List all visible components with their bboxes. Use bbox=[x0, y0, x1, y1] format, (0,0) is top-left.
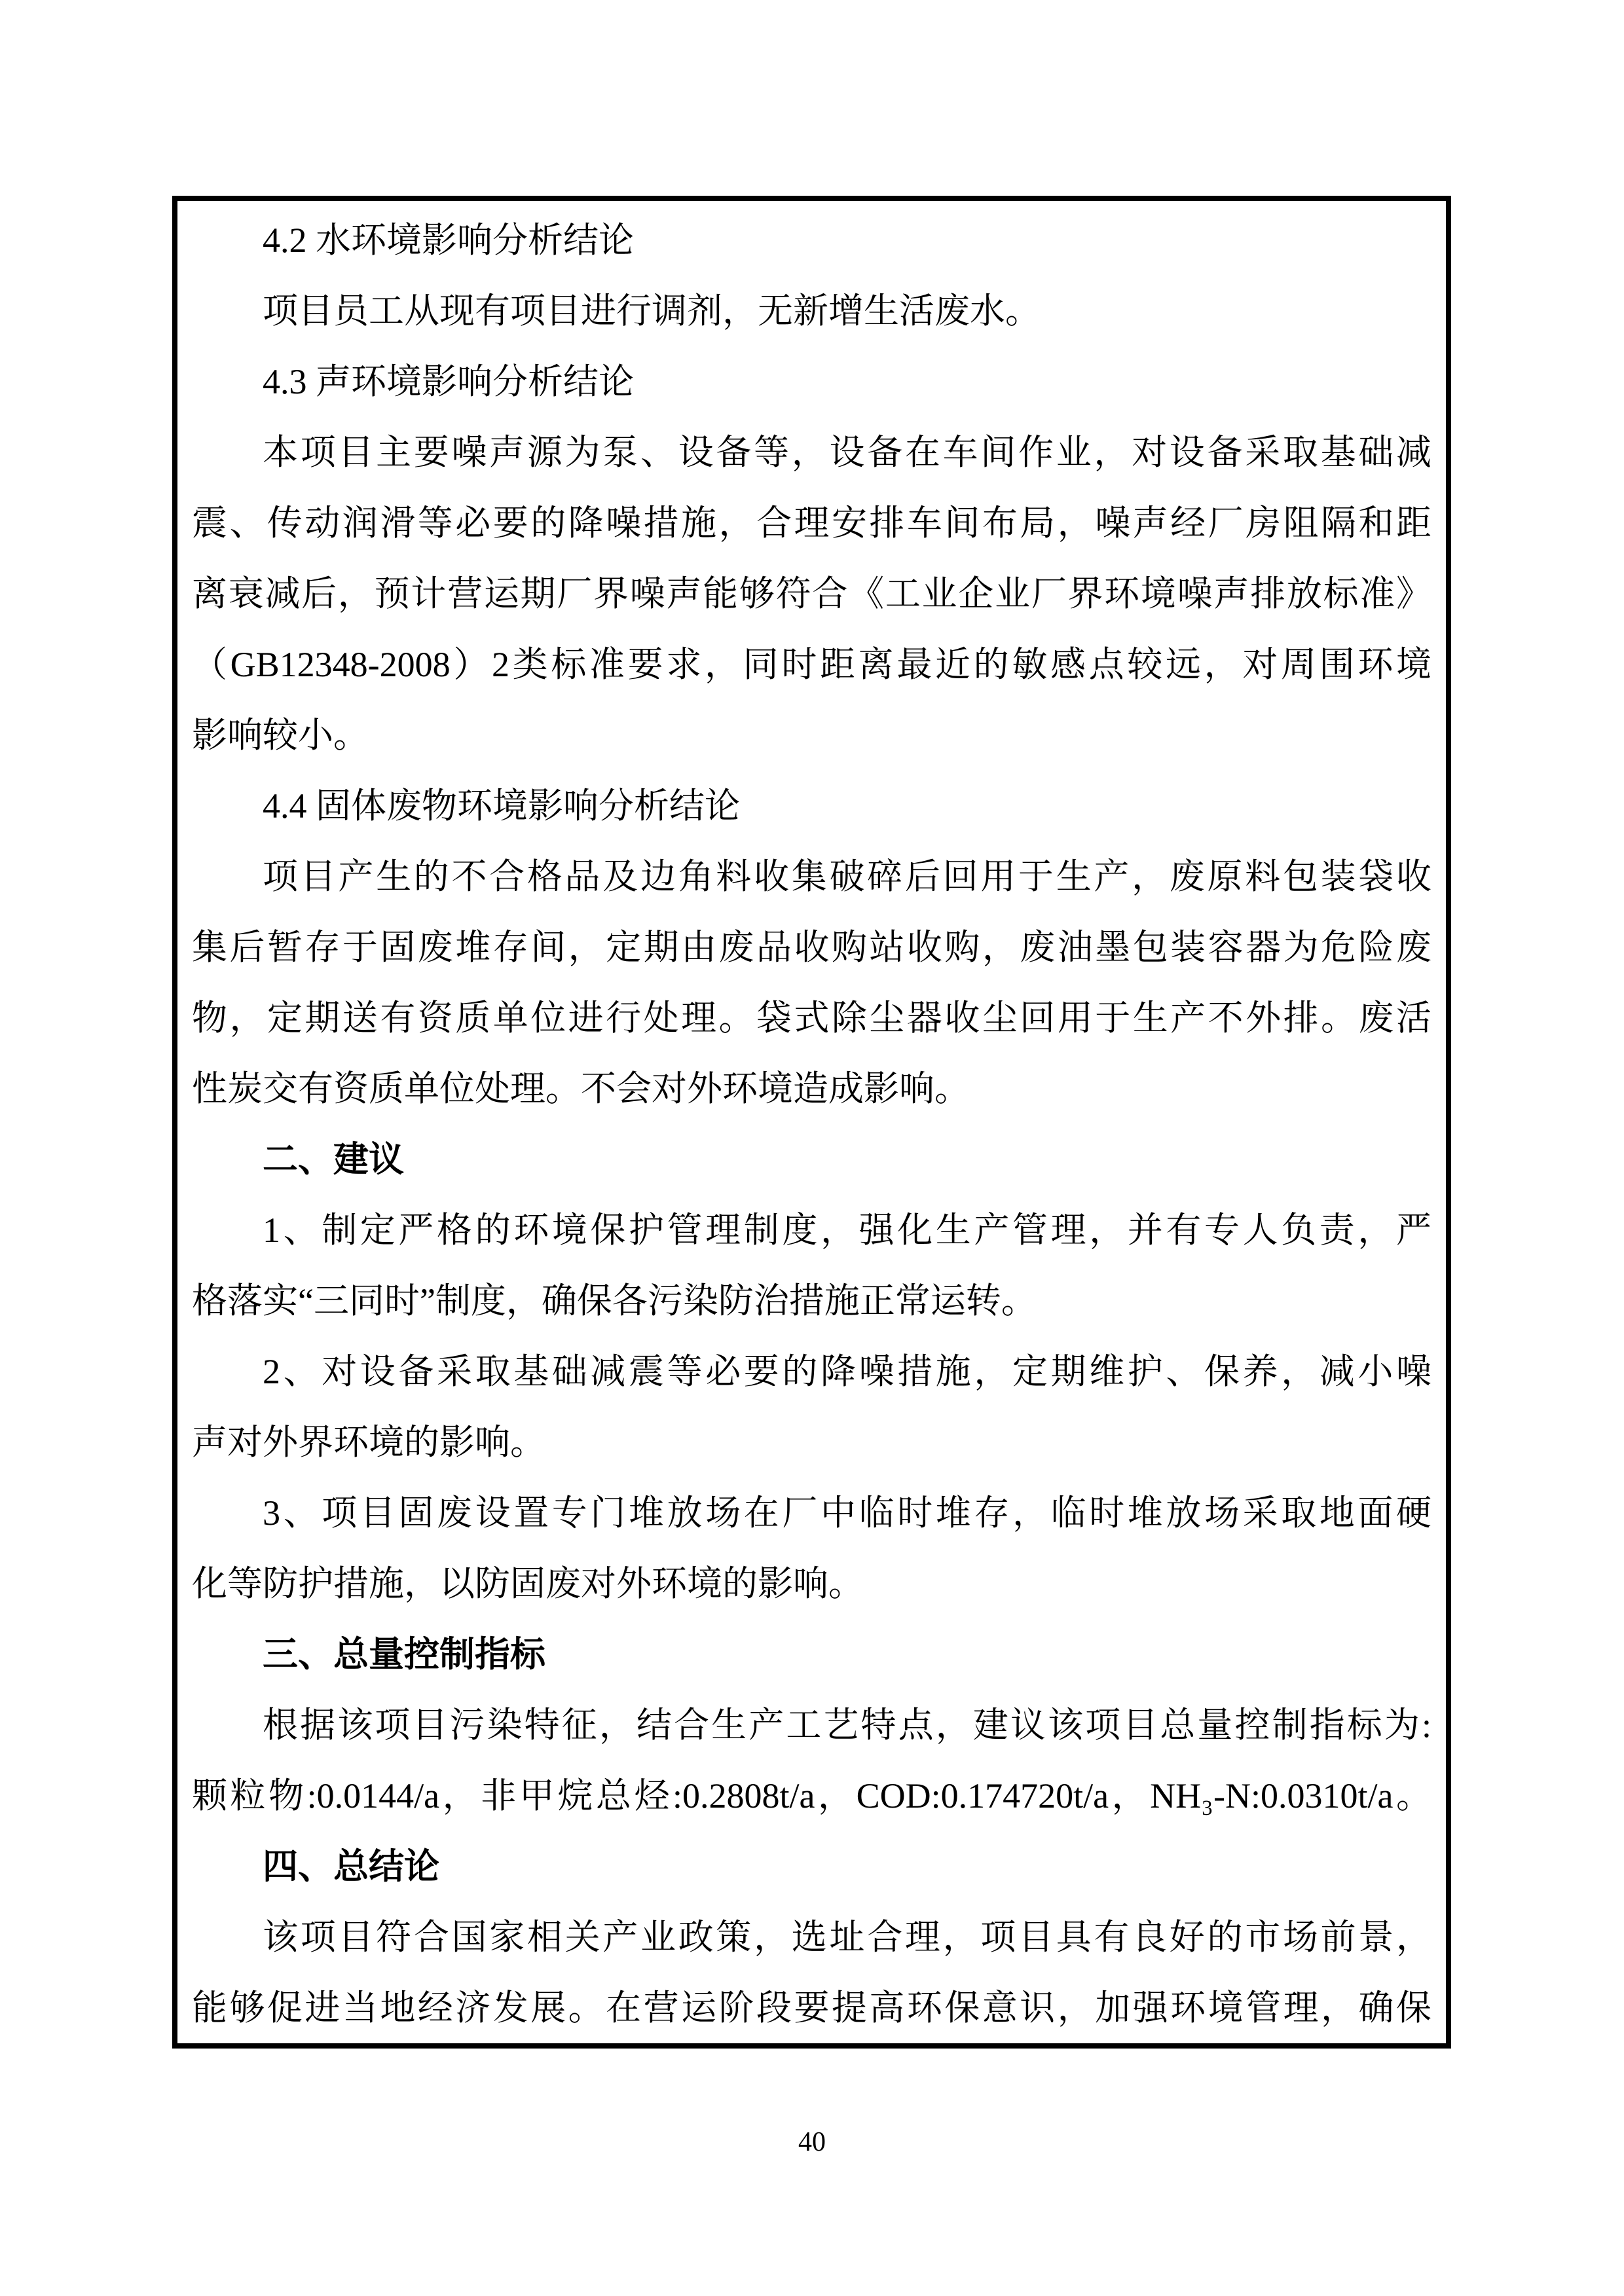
page-number: 40 bbox=[798, 2127, 826, 2157]
text-line: 离衰减后，预计营运期厂界噪声能够符合《工业企业厂界环境噪声排放标准》 bbox=[192, 574, 1431, 613]
text-line: 二、建议 bbox=[263, 1140, 404, 1179]
text-line: （GB12348-2008）2类标准要求，同时距离最近的敏感点较远，对周围环境 bbox=[192, 645, 1431, 684]
text-line: 本项目主要噪声源为泵、设备等，设备在车间作业，对设备采取基础减 bbox=[263, 433, 1431, 472]
text-line: 项目员工从现有项目进行调剂，无新增生活废水。 bbox=[263, 291, 1041, 331]
text-line: 集后暂存于固废堆存间，定期由废品收购站收购，废油墨包装容器为危险废 bbox=[192, 928, 1431, 967]
text-line: 1、制定严格的环境保护管理制度，强化生产管理，并有专人负责，严 bbox=[263, 1211, 1431, 1250]
text-line: 影响较小。 bbox=[192, 716, 369, 755]
text-line: 4.2 水环境影响分析结论 bbox=[263, 221, 634, 260]
text-line: 声对外界环境的影响。 bbox=[192, 1423, 545, 1462]
text-line: 4.3 声环境影响分析结论 bbox=[263, 362, 634, 401]
text-line: 颗粒物:0.0144/a，非甲烷总烃:0.2808t/a，COD:0.174720t/a，NH₃-N:0.0310t/a。 bbox=[192, 1776, 1431, 1815]
text-line: 性炭交有资质单位处理。不会对外环境造成影响。 bbox=[192, 1069, 970, 1108]
text-line: 3、项目固废设置专门堆放场在厂中临时堆存，临时堆放场采取地面硬 bbox=[263, 1493, 1431, 1533]
text-line: 根据该项目污染特征，结合生产工艺特点，建议该项目总量控制指标为: bbox=[263, 1705, 1431, 1745]
text-line: 震、传动润滑等必要的降噪措施，合理安排车间布局，噪声经厂房阻隔和距 bbox=[192, 503, 1431, 543]
text-line: 物，定期送有资质单位进行处理。袋式除尘器收尘回用于生产不外排。废活 bbox=[192, 998, 1431, 1038]
text-line: 四、总结论 bbox=[263, 1847, 439, 1886]
text-line: 三、总量控制指标 bbox=[263, 1635, 545, 1674]
text-line: 化等防护措施，以防固废对外环境的影响。 bbox=[192, 1564, 864, 1603]
text-line: 项目产生的不合格品及边角料收集破碎后回用于生产，废原料包装袋收 bbox=[263, 857, 1431, 896]
text-line: 4.4 固体废物环境影响分析结论 bbox=[263, 786, 740, 826]
text-line: 该项目符合国家相关产业政策，选址合理，项目具有良好的市场前景， bbox=[263, 1918, 1431, 1957]
document-border-box bbox=[172, 196, 1451, 2049]
text-line: 能够促进当地经济发展。在营运阶段要提高环保意识，加强环境管理，确保 bbox=[192, 1988, 1431, 2028]
text-line: 2、对设备采取基础减震等必要的降噪措施，定期维护、保养，减小噪 bbox=[263, 1352, 1431, 1391]
text-line: 格落实“三同时”制度，确保各污染防治措施正常运转。 bbox=[192, 1281, 1037, 1321]
